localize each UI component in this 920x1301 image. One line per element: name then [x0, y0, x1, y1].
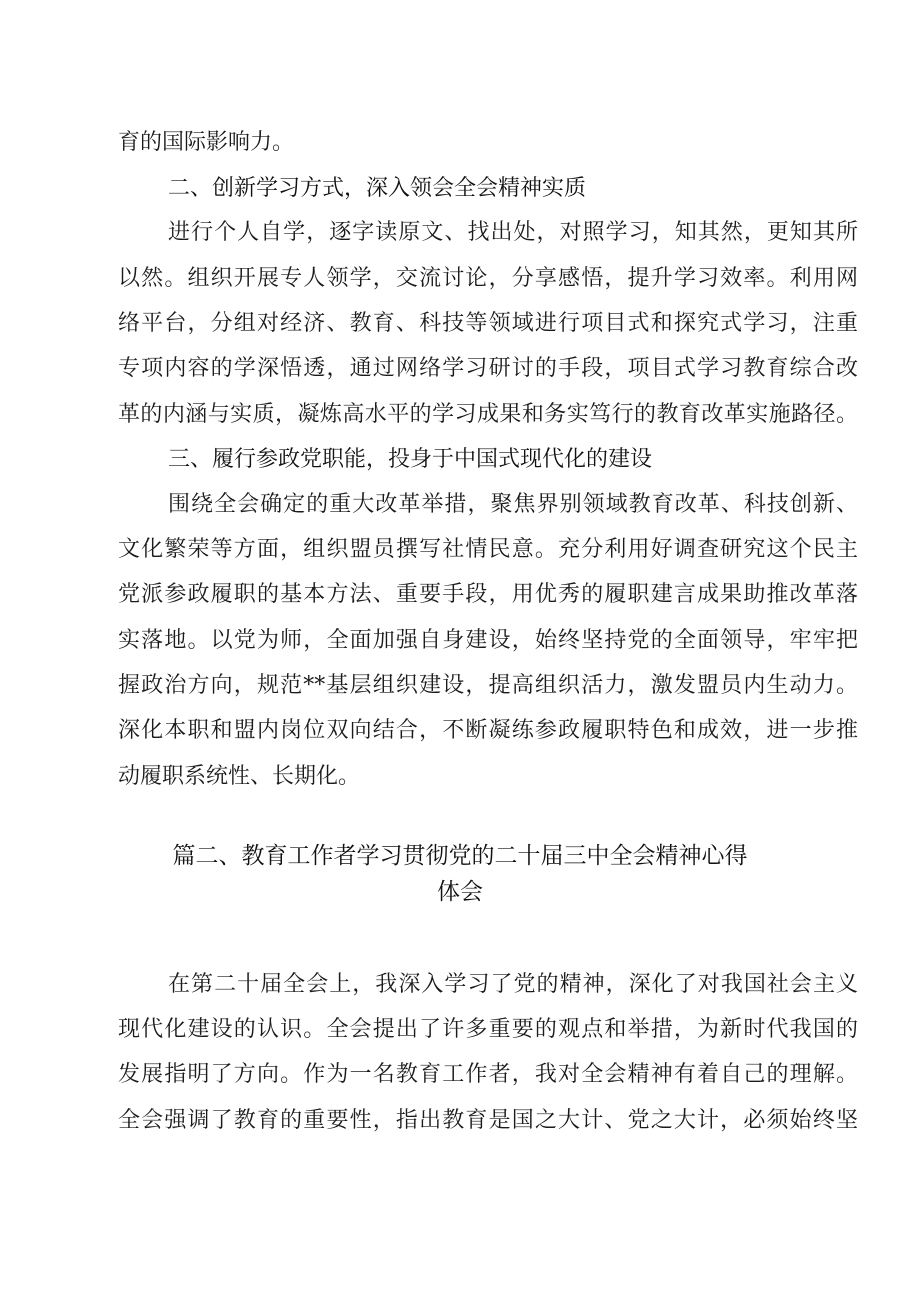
- paragraph-line: 在第二十届全会上，我深入学习了党的精神，深化了对我国社会主义: [168, 972, 858, 997]
- article-title: 篇二、教育工作者学习贯彻党的二十届三中全会精神心得: [172, 843, 748, 869]
- paragraph-line: 深化本职和盟内岗位双向结合，不断凝练参政履职特色和成效，进一步推: [118, 718, 858, 743]
- paragraph-line: 围绕全会确定的重大改革举措，聚焦界别领域教育改革、科技创新、: [168, 492, 858, 517]
- paragraph-line: 党派参政履职的基本方法、重要手段，用优秀的履职建言成果助推改革落: [118, 582, 858, 607]
- paragraph-line: 育的国际影响力。: [118, 130, 295, 155]
- paragraph-line: 现代化建设的认识。全会提出了许多重要的观点和举措，为新时代我国的: [118, 1017, 858, 1042]
- article-title-continued: 体会: [437, 879, 483, 905]
- paragraph-line: 络平台，分组对经济、教育、科技等领域进行项目式和探究式学习，注重: [118, 311, 858, 336]
- section-heading-2: 二、创新学习方式，深入领会全会精神实质: [168, 176, 587, 201]
- paragraph-line: 进行个人自学，逐字读原文、找出处，对照学习，知其然，更知其所: [168, 220, 858, 245]
- paragraph-line: 全会强调了教育的重要性，指出教育是国之大计、党之大计，必须始终坚: [118, 1108, 858, 1133]
- paragraph-line: 动履职系统性、长期化。: [118, 764, 361, 789]
- paragraph-line: 革的内涵与实质，凝炼高水平的学习成果和务实笃行的教育改革实施路径。: [118, 402, 858, 427]
- paragraph-line: 握政治方向，规范**基层组织建设，提高组织活力，激发盟员内生动力。: [118, 673, 858, 698]
- paragraph-line: 专项内容的学深悟透，通过网络学习研讨的手段，项目式学习教育综合改: [118, 356, 858, 381]
- paragraph-line: 以然。组织开展专人领学，交流讨论，分享感悟，提升学习效率。利用网: [118, 266, 858, 291]
- paragraph-line: 文化繁荣等方面，组织盟员撰写社情民意。充分利用好调查研究这个民主: [118, 537, 858, 562]
- paragraph-line: 实落地。以党为师，全面加强自身建设，始终坚持党的全面领导，牢牢把: [118, 628, 858, 653]
- paragraph-line: 发展指明了方向。作为一名教育工作者，我对全会精神有着自己的理解。: [118, 1062, 858, 1087]
- section-heading-3: 三、履行参政党职能，投身于中国式现代化的建设: [168, 447, 653, 472]
